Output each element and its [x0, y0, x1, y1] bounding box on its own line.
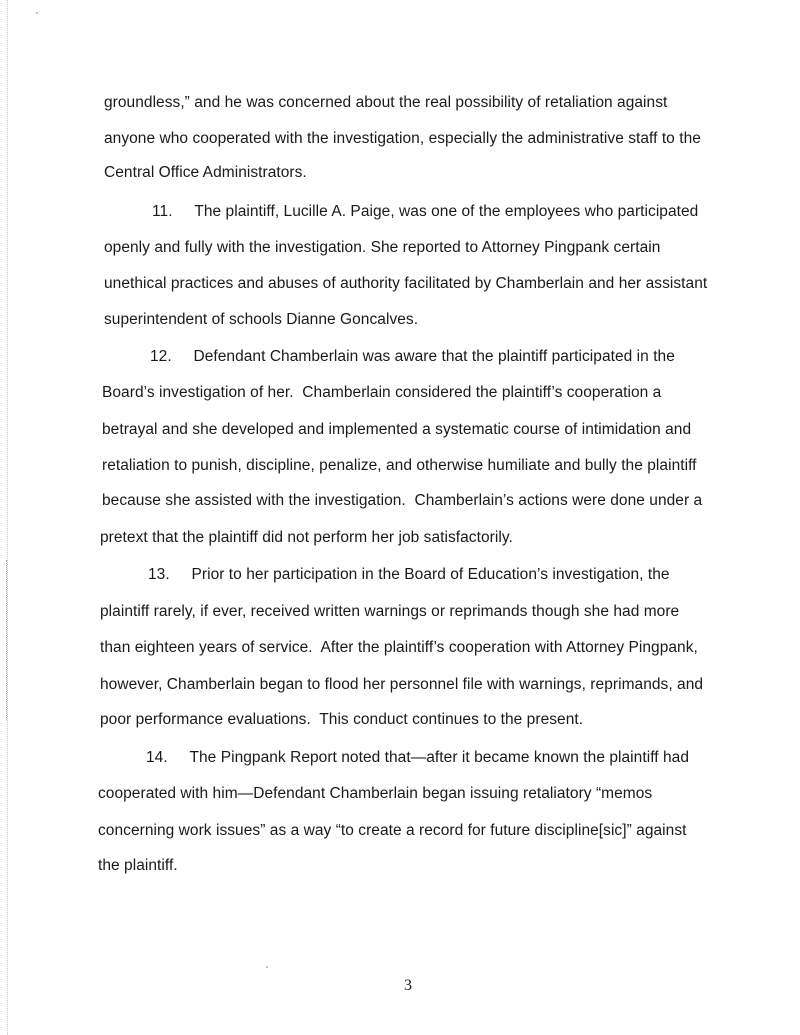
text-line: superintendent of schools Dianne Goncalves. — [104, 311, 419, 328]
scan-edge — [0, 0, 8, 1035]
text-line: Board’s investigation of her. Chamberlain considered the plaintiff’s cooperation a — [102, 384, 662, 401]
text-line: concerning work issues” as a way “to create a record for future discipline[sic]” against — [98, 822, 687, 839]
text-line: cooperated with him—Defendant Chamberlain began issuing retaliatory “memos — [98, 785, 653, 802]
text-line: retaliation to punish, discipline, penalize, and otherwise humiliate and bully the plaintiff — [102, 457, 697, 474]
text-line: however, Chamberlain began to flood her personnel file with warnings, reprimands, and — [100, 676, 704, 693]
text-line: unethical practices and abuses of authority facilitated by Chamberlain and her assistant — [104, 275, 708, 292]
text-line: openly and fully with the investigation. She reported to Attorney Pingpank certain — [104, 239, 661, 256]
text-line: anyone who cooperated with the investigation, especially the administrative staff to the — [104, 130, 701, 147]
paragraph-12-start: 12. Defendant Chamberlain was aware that the plaintiff participated in the — [150, 348, 675, 365]
text-line: Central Office Administrators. — [104, 164, 307, 181]
scan-speck — [266, 966, 268, 968]
page-number: 3 — [404, 977, 412, 994]
text-line: pretext that the plaintiff did not perform her job satisfactorily. — [100, 529, 513, 546]
paragraph-11-start: 11. The plaintiff, Lucille A. Paige, was one of the employees who participated — [152, 203, 699, 220]
text-line: the plaintiff. — [98, 857, 178, 874]
text-line: poor performance evaluations. This conduct continues to the present. — [100, 711, 584, 728]
scan-edge-mark — [6, 560, 8, 720]
paragraph-14-start: 14. The Pingpank Report noted that—after it became known the plaintiff had — [146, 749, 690, 766]
text-line: groundless,” and he was concerned about the real possibility of retaliation against — [104, 94, 668, 111]
text-line: because she assisted with the investigation. Chamberlain’s actions were done under a — [102, 492, 703, 509]
scan-speck — [36, 12, 38, 14]
paragraph-13-start: 13. Prior to her participation in the Board of Education’s investigation, the — [148, 566, 670, 583]
text-line: betrayal and she developed and implemented a systematic course of intimidation and — [102, 421, 692, 438]
text-line: plaintiff rarely, if ever, received written warnings or reprimands though she had more — [100, 603, 680, 620]
text-line: than eighteen years of service. After the plaintiff’s cooperation with Attorney Pingpank, — [100, 639, 698, 656]
